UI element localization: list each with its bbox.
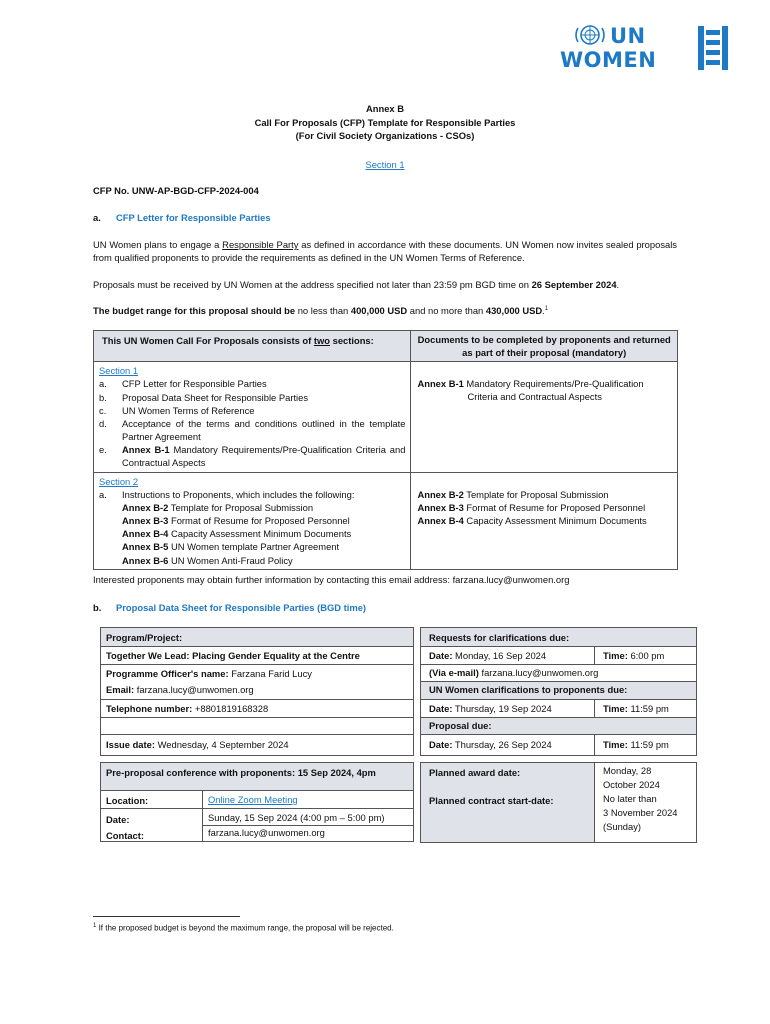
date-value-cell: Sunday, 15 Sep 2024 (4:00 pm – 5:00 pm)	[202, 808, 414, 826]
sections-table	[93, 330, 678, 570]
budget-paragraph: The budget range for this proposal should be no less than 400,000 USD and no more than 430,000 USD.$^1$	[93, 305, 549, 316]
annex-item: Annex B-5 UN Women template Partner Agreement	[122, 541, 340, 553]
annex-item: Annex B-4 Capacity Assessment Minimum Documents	[122, 528, 352, 540]
list-item: a. CFP Letter for Responsible Parties	[99, 378, 267, 390]
clar-time-cell: Time: 11:59 pm	[594, 699, 697, 718]
footnote: $^1$ If the proposed budget is beyond the maximum range, the proposal will be rejected.	[93, 923, 394, 933]
intro-paragraph: UN Women plans to engage a Responsible Party as defined in accordance with these documents. UN Women now invites sealed proposals from qualified proponents to provide the requirements as defined in the UN Women Terms of Reference.	[93, 239, 677, 264]
req-time-cell: Time: 6:00 pm	[594, 646, 697, 665]
deadline-paragraph: Proposals must be received by UN Women at the address specified not later than 23:59 pm BGD time on 26 September 2024.	[93, 279, 620, 290]
part-b-heading: b. Proposal Data Sheet for Responsible Parties (BGD time)	[93, 602, 367, 613]
preconference-cell: Pre-proposal conference with proponents: 15 Sep 2024, 4pm	[100, 762, 414, 791]
planned-dates-value-cell: Monday, 28 October 2024 No later than 3 November 2024 (Sunday)	[594, 762, 697, 843]
location-value-cell	[202, 790, 414, 809]
proposal-due-label-cell: Proposal due:	[420, 717, 697, 735]
phone-cell: Telephone number: +8801819168328	[100, 699, 414, 718]
responsible-party-term: Responsible Party	[222, 239, 299, 250]
contact-value-cell: farzana.lucy@unwomen.org	[202, 825, 414, 842]
list-item: b. Proposal Data Sheet for Responsible Parties	[99, 391, 309, 403]
section-1-link[interactable]: Section 1	[99, 365, 139, 377]
zoom-meeting-link[interactable]: Online Zoom Meeting	[208, 794, 298, 805]
sections-table-row-section-2	[94, 473, 677, 569]
clarification-label-cell: Requests for clarifications due:	[420, 627, 697, 647]
logo-un: UN	[610, 24, 646, 48]
list-item: a. Instructions to Proponents, which includes the following:	[99, 488, 355, 500]
part-a-heading: a. CFP Letter for Responsible Parties	[93, 212, 271, 223]
contact-paragraph: Interested proponents may obtain further information by contacting this email address: farzana.lucy@unwomen.org	[93, 574, 570, 585]
sections-table-header: This UN Women Call For Proposals consists of two sections: Documents to be completed by proponents and returned as part of their proposal (mandatory)	[94, 331, 677, 362]
document-subtitle: (For Civil Society Organizations - CSOs)	[295, 130, 475, 141]
list-item: c. UN Women Terms of Reference	[99, 404, 255, 416]
section-1-heading[interactable]: Section 1	[365, 159, 405, 170]
un-clarification-label-cell: UN Women clarifications to proponents due:	[420, 681, 697, 700]
un-emblem-icon	[572, 24, 608, 46]
program-value-cell: Together We Lead: Placing Gender Equality at the Centre	[100, 646, 414, 665]
footnote-ref[interactable]: 1	[544, 305, 549, 312]
planned-dates-label-cell: Planned award date: Planned contract start-date:	[420, 762, 595, 843]
date-contact-label-cell: Date: Contact:	[100, 808, 203, 842]
annex-item: Annex B-3 Format of Resume for Proposed Personnel	[417, 501, 646, 513]
via-email-cell: (Via e-mail) farzana.lucy@unwomen.org	[420, 664, 697, 682]
due-time-cell: Time: 11:59 pm	[594, 734, 697, 756]
footnote-divider	[93, 916, 240, 917]
women-symbol-icon	[698, 26, 728, 70]
un-women-logo	[560, 24, 730, 72]
clar-date-cell: Date: Thursday, 19 Sep 2024	[420, 699, 595, 718]
logo-women: WOMEN	[560, 48, 657, 72]
cfp-number: CFP No. UNW-AP-BGD-CFP-2024-004	[93, 185, 259, 196]
due-date-cell: Date: Thursday, 26 Sep 2024	[420, 734, 595, 756]
section-2-link[interactable]: Section 2	[99, 475, 139, 487]
list-item: e. Annex B-1 Mandatory Requirements/Pre-Qualification Criteria and Contractual Aspects	[99, 444, 406, 469]
annex-item: Annex B-4 Capacity Assessment Minimum Documents	[417, 514, 647, 526]
location-label-cell: Location:	[100, 790, 203, 809]
officer-cell: Programme Officer's name: Farzana Farid Lucy Email: farzana.lucy@unwomen.org	[100, 664, 414, 700]
program-label-cell: Program/Project:	[100, 627, 414, 647]
annex-item: Annex B-3 Format of Resume for Proposed Personnel	[122, 515, 350, 527]
annex-item: Annex B-2 Template for Proposal Submission	[417, 488, 609, 500]
sections-table-row-section-1: Section 1 a. CFP Letter for Responsible Parties b. Proposal Data Sheet for Responsible Parties c. UN Women Terms of Reference d. Acceptance of the terms and conditions outlined in the template Partner Agreement e. Annex B-1 Mandatory Requirements/Pre-Qualification Criteria and Contractual Aspects Annex B-1 Mandatory Requirements/Pre-Qualification Criteria and Contractual Aspects	[94, 362, 677, 472]
annex-item: Annex B-2 Template for Proposal Submission	[122, 501, 314, 513]
document-title: Call For Proposals (CFP) Template for Responsible Parties	[254, 117, 516, 128]
req-date-cell: Date: Monday, 16 Sep 2024	[420, 646, 595, 665]
issue-date-cell: Issue date: Wednesday, 4 September 2024	[100, 734, 414, 756]
annex-title: Annex B	[365, 103, 405, 114]
annex-item: Annex B-6 UN Women Anti-Fraud Policy	[122, 554, 293, 566]
empty-cell	[100, 717, 414, 735]
list-item: d. Acceptance of the terms and conditions outlined in the template Partner Agreement	[99, 417, 406, 443]
